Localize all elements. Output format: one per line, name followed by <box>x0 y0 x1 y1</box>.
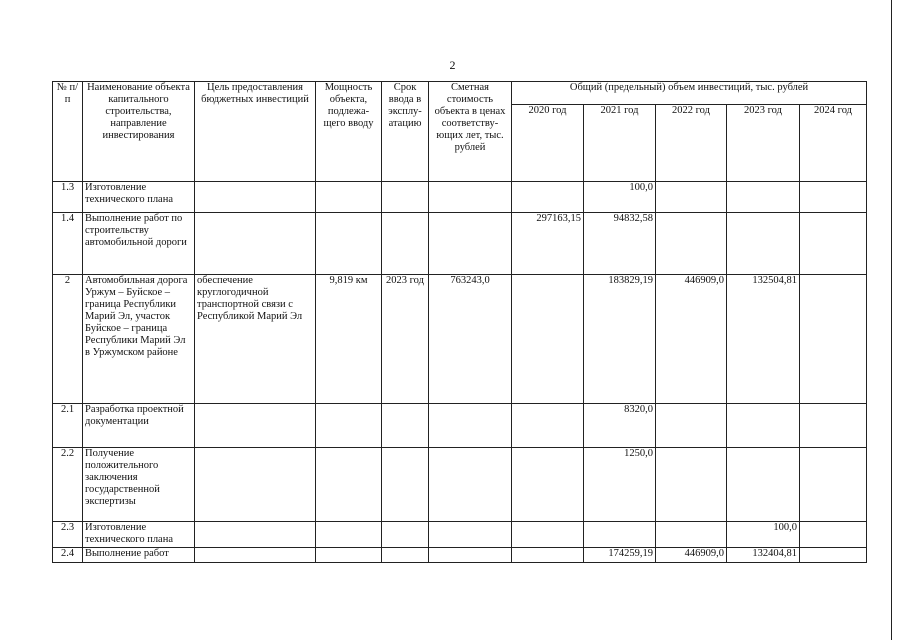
row-capacity <box>316 404 382 448</box>
row-name: Изготовление технического плана <box>83 522 195 548</box>
row-year-2021: 94832,58 <box>584 213 656 275</box>
row-year-2022 <box>656 522 727 548</box>
row-year-2024 <box>800 182 867 213</box>
row-year-2020 <box>512 275 584 404</box>
table-row <box>53 275 867 404</box>
row-capacity <box>316 548 382 563</box>
row-capacity <box>316 448 382 522</box>
row-goal <box>195 213 316 275</box>
row-year-2024 <box>800 448 867 522</box>
row-name: Выполнение работ <box>83 548 195 563</box>
row-term <box>382 182 429 213</box>
row-year-2022: 446909,0 <box>656 275 727 404</box>
row-name: Изготовление технического плана <box>83 182 195 213</box>
row-year-2022: 446909,0 <box>656 548 727 563</box>
row-year-2024 <box>800 213 867 275</box>
header-capacity: Мощность объекта, подлежа-щего вводу <box>316 82 382 182</box>
row-cost <box>429 448 512 522</box>
row-goal <box>195 182 316 213</box>
row-year-2022 <box>656 448 727 522</box>
row-name: Разработка проектной документации <box>83 404 195 448</box>
row-term <box>382 213 429 275</box>
row-year-2020 <box>512 404 584 448</box>
header-row-1 <box>53 82 867 105</box>
row-cost <box>429 182 512 213</box>
header-term: Срок ввода в эксплу-атацию <box>382 82 429 182</box>
header-year-2024: 2024 год <box>800 105 867 182</box>
header-year-2020: 2020 год <box>512 105 584 182</box>
row-year-2021: 174259,19 <box>584 548 656 563</box>
table-row <box>53 548 867 563</box>
row-cost <box>429 213 512 275</box>
row-number: 1.4 <box>53 213 83 275</box>
row-capacity <box>316 182 382 213</box>
row-year-2021: 100,0 <box>584 182 656 213</box>
row-year-2023 <box>727 182 800 213</box>
row-term <box>382 404 429 448</box>
row-year-2023: 132504,81 <box>727 275 800 404</box>
row-year-2021: 183829,19 <box>584 275 656 404</box>
row-goal <box>195 448 316 522</box>
row-cost <box>429 548 512 563</box>
header-year-2023: 2023 год <box>727 105 800 182</box>
row-number: 2.1 <box>53 404 83 448</box>
row-year-2020 <box>512 182 584 213</box>
header-goal: Цель предоставления бюджетных инвестиций <box>195 82 316 182</box>
header-no: № п/п <box>53 82 83 182</box>
header-year-2022: 2022 год <box>656 105 727 182</box>
row-capacity <box>316 522 382 548</box>
row-year-2020: 297163,15 <box>512 213 584 275</box>
row-year-2020 <box>512 522 584 548</box>
row-goal <box>195 404 316 448</box>
header-name: Наименование объекта капитального строительства, направление инвестирования <box>83 82 195 182</box>
row-cost: 763243,0 <box>429 275 512 404</box>
row-capacity <box>316 213 382 275</box>
row-year-2023: 100,0 <box>727 522 800 548</box>
table-row <box>53 213 867 275</box>
row-year-2023 <box>727 213 800 275</box>
row-term <box>382 522 429 548</box>
row-number: 1.3 <box>53 182 83 213</box>
row-year-2022 <box>656 213 727 275</box>
page-edge-rule <box>891 0 892 640</box>
table-row <box>53 404 867 448</box>
table-row <box>53 448 867 522</box>
row-name: Выполнение работ по строительству автомобильной дороги <box>83 213 195 275</box>
row-year-2024 <box>800 548 867 563</box>
header-total: Общий (предельный) объем инвестиций, тыс. рублей <box>512 82 867 105</box>
table-row <box>53 182 867 213</box>
header-year-2021: 2021 год <box>584 105 656 182</box>
row-year-2022 <box>656 182 727 213</box>
row-year-2020 <box>512 548 584 563</box>
row-year-2023 <box>727 404 800 448</box>
row-number: 2.2 <box>53 448 83 522</box>
row-year-2021: 1250,0 <box>584 448 656 522</box>
row-year-2023: 132404,81 <box>727 548 800 563</box>
header-cost: Сметная стоимость объекта в ценах соответству-ющих лет, тыс. рублей <box>429 82 512 182</box>
row-cost <box>429 404 512 448</box>
row-number: 2 <box>53 275 83 404</box>
row-year-2024 <box>800 275 867 404</box>
row-term <box>382 448 429 522</box>
row-capacity: 9,819 км <box>316 275 382 404</box>
page-number: 2 <box>449 58 456 72</box>
investment-table <box>52 81 867 563</box>
row-term: 2023 год <box>382 275 429 404</box>
row-year-2022 <box>656 404 727 448</box>
row-goal <box>195 548 316 563</box>
row-number: 2.4 <box>53 548 83 563</box>
row-year-2020 <box>512 448 584 522</box>
row-year-2021: 8320,0 <box>584 404 656 448</box>
row-term <box>382 548 429 563</box>
row-name: Получение положительного заключения государственной экспертизы <box>83 448 195 522</box>
row-year-2023 <box>727 448 800 522</box>
table-row <box>53 522 867 548</box>
row-year-2024 <box>800 522 867 548</box>
row-number: 2.3 <box>53 522 83 548</box>
row-year-2024 <box>800 404 867 448</box>
row-goal <box>195 522 316 548</box>
row-cost <box>429 522 512 548</box>
row-year-2021 <box>584 522 656 548</box>
row-goal: обеспечение круглогодичной транспортной связи с Республикой Марий Эл <box>195 275 316 404</box>
row-name: Автомобильная дорога Уржум – Буйское – граница Республики Марий Эл, участок Буйское – граница Республики Марий Эл в Уржумском районе <box>83 275 195 404</box>
